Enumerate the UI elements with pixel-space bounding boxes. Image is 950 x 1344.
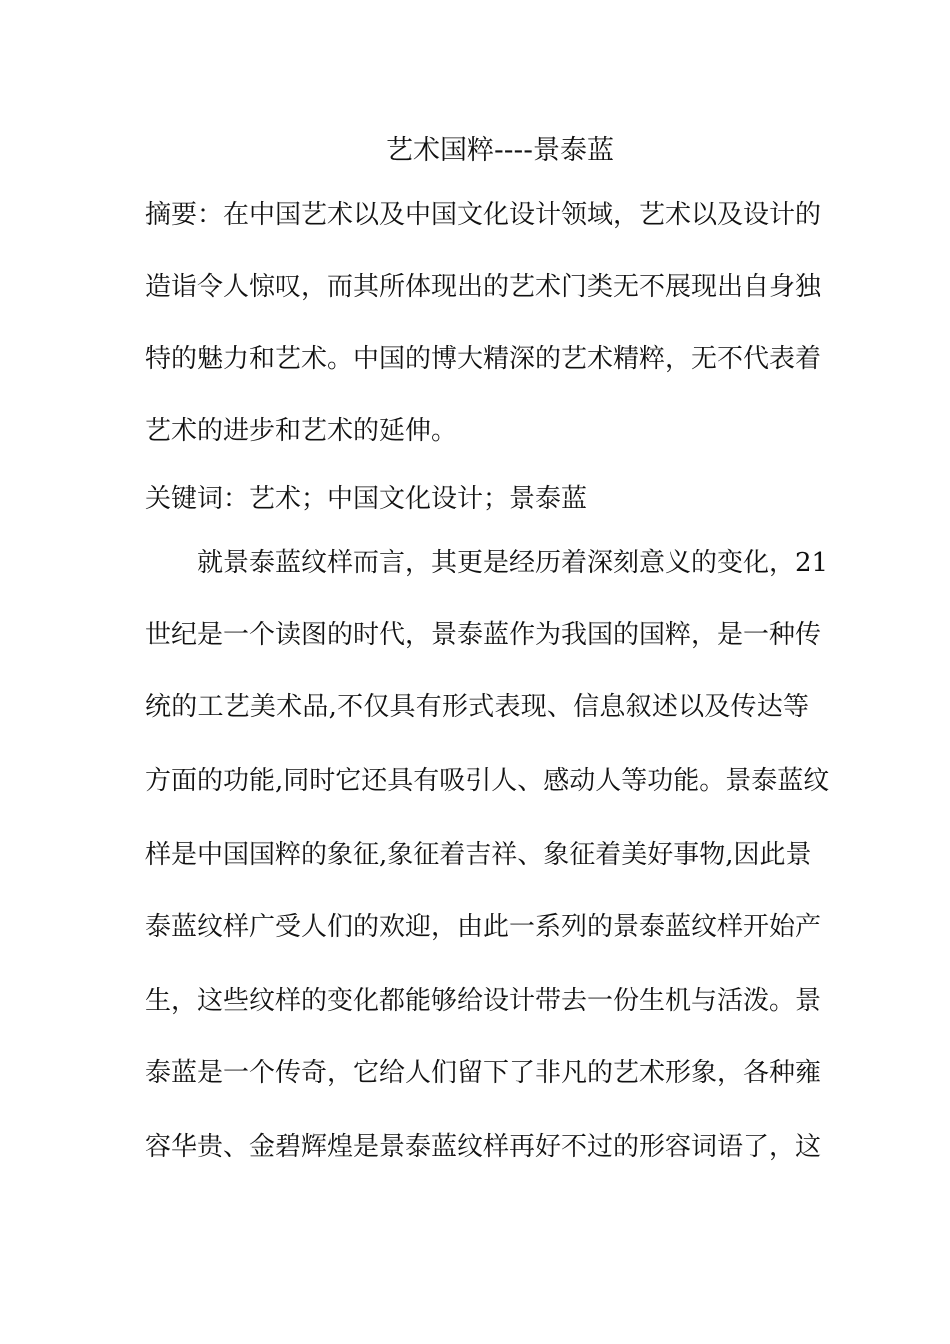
keywords-line	[145, 481, 809, 517]
abstract-text: 在中国艺术以及中国文化设计领域，艺术以及设计的	[223, 200, 822, 230]
body-line: 生，这些纹样的变化都能够给设计带去一份生机与活泼。景	[145, 986, 822, 1016]
abstract-line: 造诣令人惊叹，而其所体现出的艺术门类无不展现出自身独	[145, 272, 822, 302]
keywords-text: 艺术；中国文化设计；景泰蓝	[249, 484, 588, 514]
body-line: 泰蓝纹样广受人们的欢迎，由此一系列的景泰蓝纹样开始产	[145, 912, 822, 942]
body-line: 泰蓝是一个传奇，它给人们留下了非凡的艺术形象，各种雍	[145, 1058, 822, 1088]
keywords-label: 关键词：	[145, 484, 250, 514]
abstract-label: 摘要：	[145, 200, 224, 230]
body-line: 方面的功能,同时它还具有吸引人、感动人等功能。景泰蓝纹	[145, 766, 830, 796]
body-line: 统的工艺美术品,不仅具有形式表现、信息叙述以及传达等	[145, 692, 809, 722]
body-line: 世纪是一个读图的时代，景泰蓝作为我国的国粹，是一种传	[145, 620, 822, 650]
abstract-line	[145, 197, 822, 233]
body-line: 就景泰蓝纹样而言，其更是经历着深刻意义的变化，21	[197, 548, 829, 578]
document-title: 艺术国粹----景泰蓝	[386, 135, 614, 166]
abstract-line: 艺术的进步和艺术的延伸。	[145, 416, 458, 446]
body-line: 容华贵、金碧辉煌是景泰蓝纹样再好不过的形容词语了，这	[145, 1132, 822, 1162]
body-line: 样是中国国粹的象征,象征着吉祥、象征着美好事物,因此景	[145, 840, 812, 870]
abstract-line: 特的魅力和艺术。中国的博大精深的艺术精粹，无不代表着	[145, 344, 822, 374]
